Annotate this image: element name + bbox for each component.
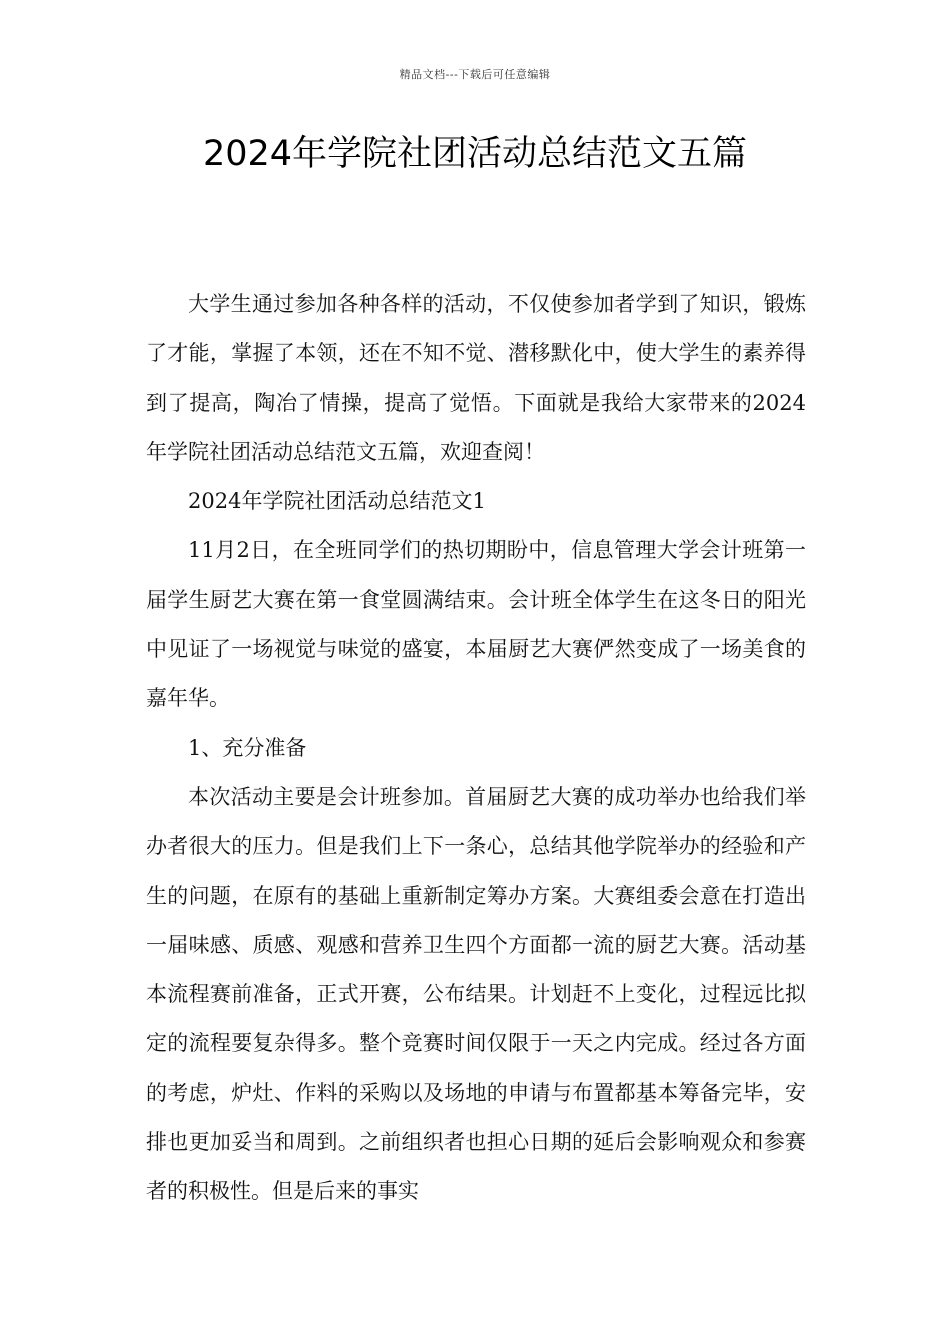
section-heading: 2024年学院社团活动总结范文1: [188, 489, 486, 514]
subsection-heading: 1、充分准备: [188, 735, 307, 760]
body-paragraph: 本次活动主要是会计班参加。首届厨艺大赛的成功举办也给我们举办者很大的压力。但是我们上下一条心，总结其他学院举办的经验和产生的问题，在原有的基础上重新制定筹办方案。大赛组委会意在打造出一届味感、质感、观感和营养卫生四个方面都一流的厨艺大赛。活动基本流程赛前准备，正式开赛，公布结果。计划赶不上变化，过程远比拟定的流程要复杂得多。整个竞赛时间仅限于一天之内完成。经过各方面的考虑，炉灶、作料的采购以及场地的申请与布置都基本筹备完毕，安排也更加妥当和周到。之前组织者也担心日期的延后会影响观众和参赛者的积极性。但是后来的事实: [146, 784, 806, 1204]
document-body: [146, 280, 806, 1217]
header-note: 精品文档---下载后可任意编辑: [399, 68, 551, 81]
intro-paragraph: 大学生通过参加各种各样的活动，不仅使参加者学到了知识，锻炼了才能，掌握了本领，还在不知不觉、潜移默化中，使大学生的素养得到了提高，陶冶了情操，提高了觉悟。下面就是我给大家带来的2024年学院社团活动总结范文五篇，欢迎查阅！: [146, 292, 806, 464]
body-paragraph: 11月2日，在全班同学们的热切期盼中，信息管理大学会计班第一届学生厨艺大赛在第一食堂圆满结束。会计班全体学生在这冬日的阳光中见证了一场视觉与味觉的盛宴，本届厨艺大赛俨然变成了一场美食的嘉年华。: [146, 538, 806, 711]
document-title: 2024年学院社团活动总结范文五篇: [202, 134, 748, 174]
